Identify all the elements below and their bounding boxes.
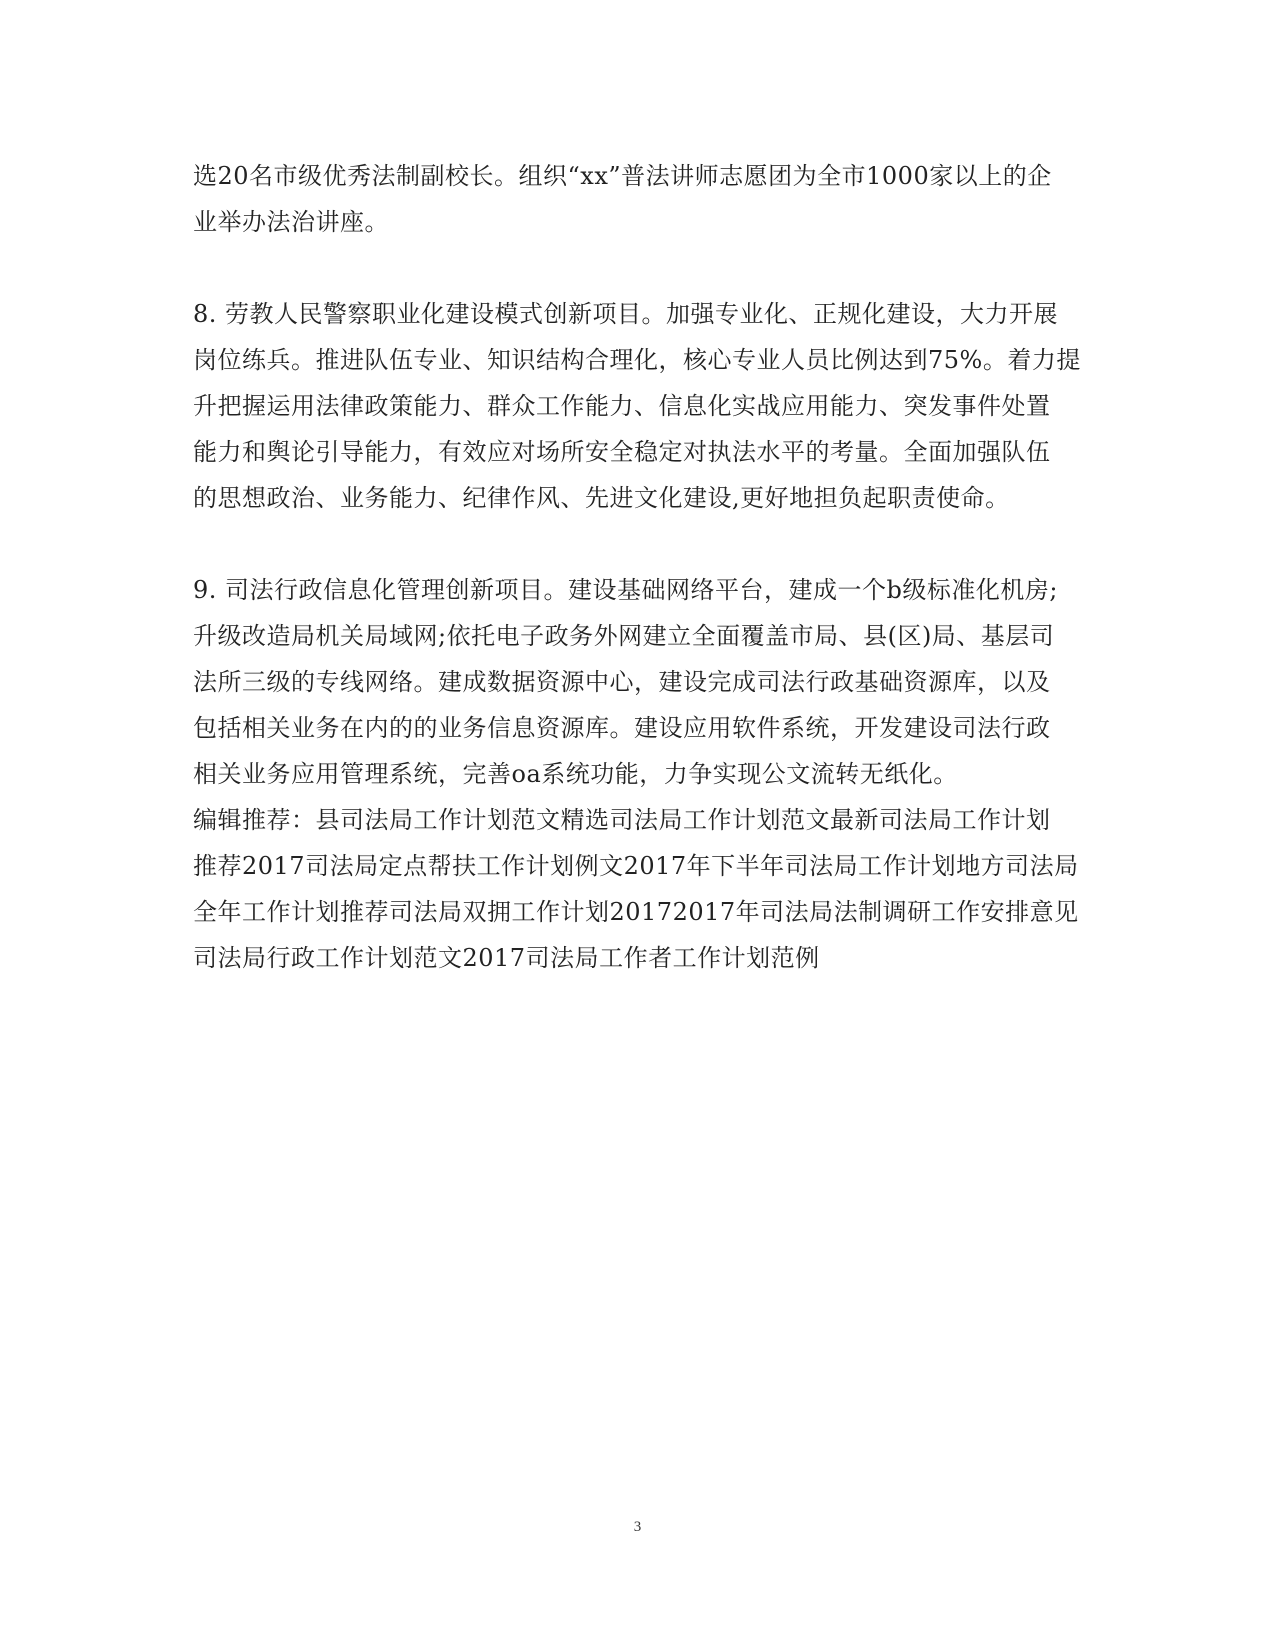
paragraph-8-line-1: 8. 劳教人民警察职业化建设模式创新项目。加强专业化、正规化建设，大力开展: [193, 300, 1059, 328]
paragraph-8-line-5: 的思想政治、业务能力、纪律作风、先进文化建设,更好地担负起职责使命。: [193, 484, 1010, 512]
paragraph-9-line-1: 9. 司法行政信息化管理创新项目。建设基础网络平台，建成一个b级标准化机房;: [193, 576, 1058, 604]
recommendations-line-2: 推荐2017司法局定点帮扶工作计划例文2017年下半年司法局工作计划地方司法局: [193, 852, 1079, 880]
page-number: 3: [633, 1519, 642, 1535]
paragraph-9-line-3: 法所三级的专线网络。建成数据资源中心，建设完成司法行政基础资源库，以及: [193, 668, 1051, 696]
paragraph-8-line-4: 能力和舆论引导能力，有效应对场所安全稳定对执法水平的考量。全面加强队伍: [193, 438, 1051, 466]
paragraph-9-line-2: 升级改造局机关局域网;依托电子政务外网建立全面覆盖市局、县(区)局、基层司: [193, 622, 1055, 650]
paragraph-9-line-5: 相关业务应用管理系统，完善oa系统功能，力争实现公文流转无纸化。: [193, 760, 958, 788]
paragraph-8-line-2: 岗位练兵。推进队伍专业、知识结构合理化，核心专业人员比例达到75%。着力提: [193, 346, 1081, 374]
recommendations-line-3: 全年工作计划推荐司法局双拥工作计划20172017年司法局法制调研工作安排意见: [193, 898, 1079, 926]
paragraph-7-line-2: 业举办法治讲座。: [193, 208, 389, 236]
paragraph-8-line-3: 升把握运用法律政策能力、群众工作能力、信息化实战应用能力、突发事件处置: [193, 392, 1051, 420]
recommendations-line-1: 编辑推荐：县司法局工作计划范文精选司法局工作计划范文最新司法局工作计划: [193, 806, 1051, 834]
paragraph-7-line-1: 选20名市级优秀法制副校长。组织“xx”普法讲师志愿团为全市1000家以上的企: [193, 162, 1052, 190]
recommendations-line-4: 司法局行政工作计划范文2017司法局工作者工作计划范例: [193, 944, 820, 972]
paragraph-9-line-4: 包括相关业务在内的的业务信息资源库。建设应用软件系统，开发建设司法行政: [193, 714, 1051, 742]
